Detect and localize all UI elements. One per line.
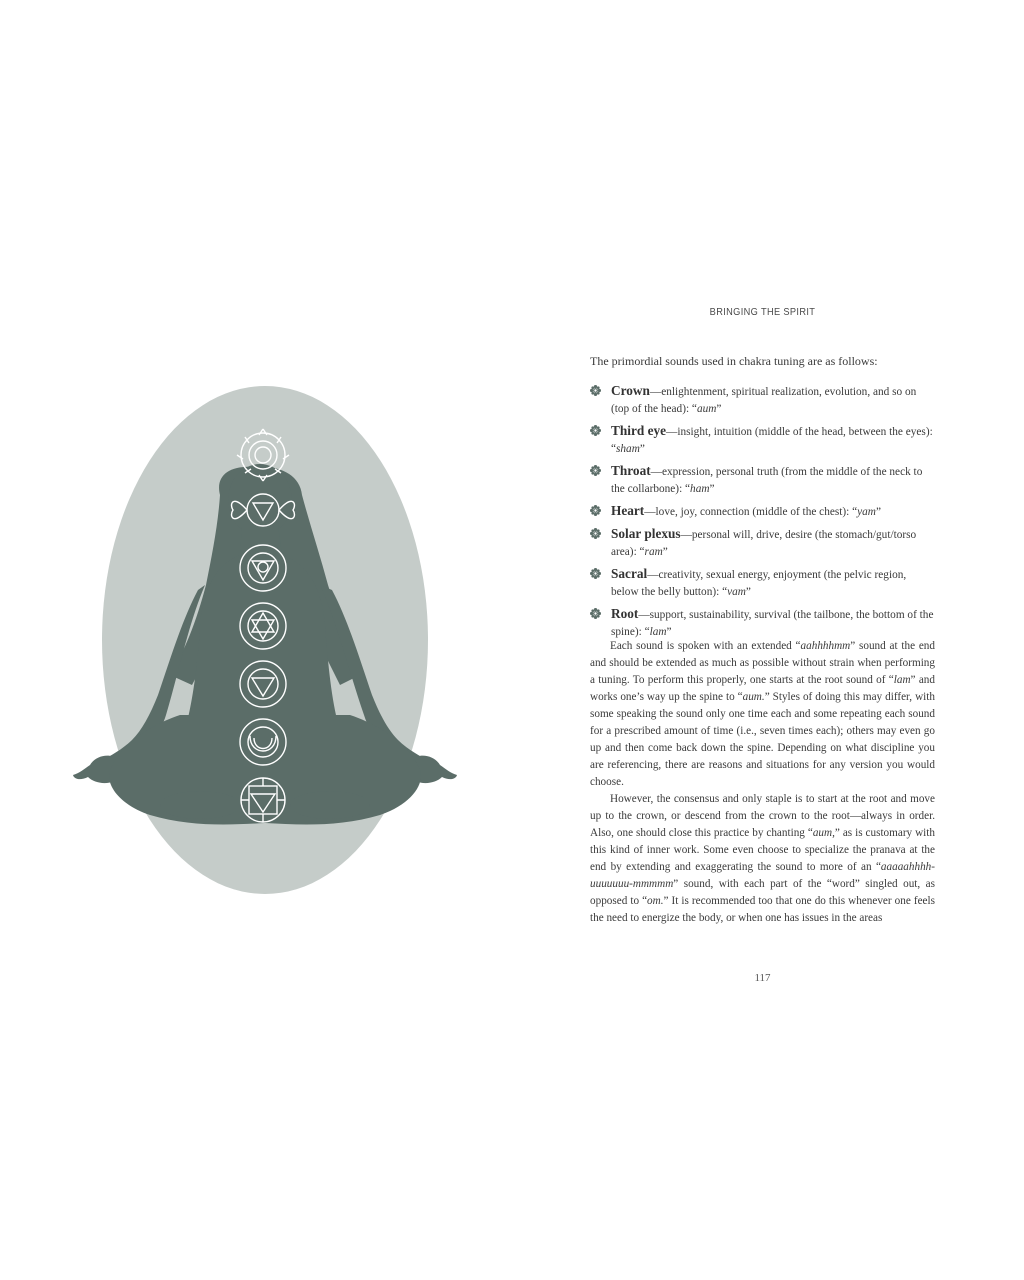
flower-bullet-icon <box>590 425 601 436</box>
chakra-list-item <box>590 565 935 601</box>
chakra-figure-graphic <box>70 385 460 905</box>
flower-bullet-icon <box>590 568 601 579</box>
chakra-name: Heart <box>611 503 645 518</box>
body-text <box>590 638 935 927</box>
chakra-description: —enlightenment, spiritual realization, evolution, and so on (top of the head): “ <box>611 386 917 416</box>
meditation-illustration <box>70 385 460 905</box>
chakra-sound: yam <box>857 506 876 518</box>
chakra-description: —creativity, sexual energy, enjoyment (the pelvic region, below the belly button): “ <box>611 568 907 598</box>
chakra-name: Sacral <box>611 565 648 581</box>
chakra-name: Crown <box>611 383 650 398</box>
chakra-name: Solar plexus <box>611 525 681 541</box>
chakra-sound: sham <box>616 443 640 456</box>
chakra-name: Throat <box>611 463 651 478</box>
intro-sentence: The primordial sounds used in chakra tuning are as follows: <box>590 354 878 368</box>
running-head: BRINGING THE SPIRIT <box>709 306 816 318</box>
paragraph-2: However, the consensus and only staple is to start at the root and move up to the crown, or descend from the crown to the root—always in order. Also, one should close this practice by chanting “aum,” as is customary with this kind of inner work. Some even choose to specialize the pranava at the end by extending and exaggerating the sound to more of an “aaaaahhhh-uuuuuuu-mmmmm” sound, with each part of the “word” singled out, as opposed to “om.” It is recommended too that one do this whenever one feels the need to energize the body, or when one has issues in the areas <box>590 793 935 924</box>
paragraph-1: Each sound is spoken with an extended “aahhhhmm” sound at the end and should be extended as much as possible without strain when performing a tuning. To perform this properly, one starts at the root sound of “lam” and works one’s way up the spine to “aum.” Styles of doing this may differ, with some speaking the sound only one time each and some repeating each sound for a prescribed amount of time (i.e., seven times each); others may even go up and then come back down the spine. Depending on what discipline you are referencing, there are reasons and situations for any version you would choose. <box>590 640 935 788</box>
flower-bullet-icon <box>590 505 601 516</box>
chakra-description: —support, sustainability, survival (the tailbone, the bottom of the spine): “ <box>611 608 934 638</box>
chakra-list-item <box>590 462 935 498</box>
chakra-description: —expression, personal truth (from the middle of the neck to the collarbone): “ <box>611 466 923 496</box>
chakra-sound: lam <box>649 626 667 638</box>
closing-quote: ” <box>639 443 645 456</box>
chakra-description: —love, joy, connection (middle of the chest): “ <box>644 506 858 518</box>
chakra-list-item <box>590 382 935 418</box>
flower-bullet-icon <box>590 465 601 476</box>
closing-quote: ” <box>709 483 715 496</box>
chakra-list-item <box>590 605 935 641</box>
closing-quote: ” <box>745 586 751 598</box>
chakra-list <box>590 382 935 645</box>
chakra-sound: aum <box>696 403 717 416</box>
closing-quote: ” <box>666 626 672 638</box>
flower-bullet-icon <box>590 385 601 396</box>
flower-bullet-icon <box>590 608 601 619</box>
chakra-name: Third eye <box>611 423 667 438</box>
chakra-sound: ham <box>690 483 710 496</box>
chakra-description: —insight, intuition (middle of the head, between the eyes): “ <box>611 426 933 456</box>
page-number: 117 <box>754 972 771 984</box>
chakra-description: —personal will, drive, desire (the stomach/gut/torso area): “ <box>611 528 917 558</box>
closing-quote: ” <box>662 546 668 558</box>
chakra-name: Root <box>611 605 639 621</box>
chakra-list-item <box>590 502 935 521</box>
chakra-sound: vam <box>727 586 746 598</box>
chakra-list-item <box>590 422 935 458</box>
chakra-list-item <box>590 525 935 561</box>
closing-quote: ” <box>875 506 881 518</box>
closing-quote: ” <box>716 403 722 416</box>
flower-bullet-icon <box>590 528 601 539</box>
chakra-sound: ram <box>644 546 663 558</box>
